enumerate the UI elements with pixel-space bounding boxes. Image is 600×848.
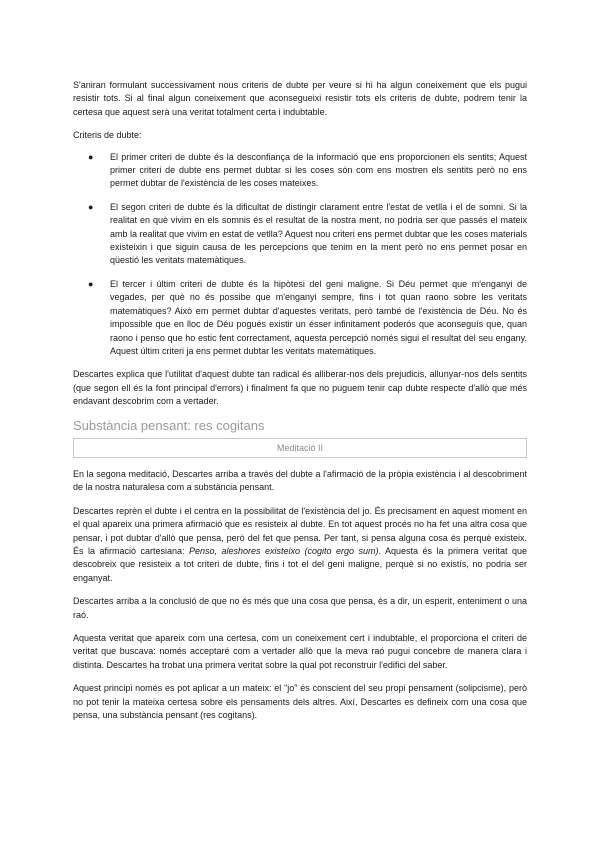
veritat-paragraph: Aquesta veritat que apareix com una certesa, com un coneixement cert i indubtable, el proporciona el criteri de veritat que buscava: només acceptaré com a vertader allò que la meva raó pugui concebre de manera clara i distinta. Descartes ha trobat una primera veritat sobre la qual pot reconstruir l'edifici del saber. (73, 633, 527, 670)
document-body (73, 79, 527, 732)
bullet-icon: ● (88, 201, 94, 212)
intro-paragraph: S'aniran formulant successivament nous criteris de dubte per veure si hi ha algun coneixement que els pugui resistir tots. Si al final algun coneixement que aconsegueixi resistir tots els criteris de dubte, podrem tenir la certesa que aquest serà una veritat totalment certa i indubtable. (73, 80, 527, 117)
criteri-text: El tercer i últim criteri de dubte és la hipòtesi del geni maligne. Si Déu permet que m'enganyi de vegades, per què no és possibe que m'enganyi sempre, fins i tot quan raono sobre les veritats matemàtiques? Això em permet dubtar d'aquestes veritats, però també de l'existència de Déu. No és impossible que en lloc de Déu pogués existir un ésser infinitament poderós que aconseguís que, quan raono i penso que ho estic fent correctament, aquesta percepció només sigui el resultat del seu engany. Aquest últim criteri ja ens permet dubtar les veritats matemàtiques. (110, 278, 527, 356)
bullet-icon: ● (88, 151, 94, 162)
list-item (73, 278, 527, 358)
cogito-paragraph (73, 505, 527, 585)
meditation-box: Meditació II (73, 438, 527, 458)
cogito-quote: Penso, aleshores existeixo (cogito ergo sum) (189, 545, 379, 556)
criteri-text: El primer criteri de dubte és la desconfiança de la informació que ens proporcionen els sentits; Aquest primer criteri de dubte ens permet dubtar si les coses són com ens mostren els sentits però no ens permet dubtar de l'existència de les coses mateixes. (110, 151, 527, 189)
criteris-list (73, 151, 527, 359)
criteri-text: El segon criteri de dubte és la dificultat de distingir clarament entre l'estat de vetlla i el de somni. Si la realitat en què vivim en els somnis és el resultat de la nostra ment, no podria ser que passés el mateix amb la realitat que vivim en estat de vetlla? Aquest nou criteri ens permet dubtar que les coses materials existeixin i que siguin causa de les percepcions que tenim en la ment però no ens permet posar en qüestió les veritats matemàtiques. (110, 201, 527, 266)
bullet-icon: ● (88, 278, 94, 289)
cogito-text-b: . Aquesta és la primera veritat que descobreix que resisteix a tot criteri de dubte, fins i tot el del geni maligne, perquè si no existís, no podria ser enganyat. (73, 545, 528, 583)
criteris-label: Criteris de dubte: (73, 130, 142, 141)
cogito-text-a: Descartes reprèn el dubte i el centra en la possibilitat de l'existència del jo. És precisament en aquest moment en el qual apareix una primera afirmació que es resisteix al dubte. En tot aquest procés no ha fet una altra cosa que pensar, i pot dubtar d'allò que pensa, però del fet que pensa. Per tant, si pensa alguna cosa és perquè existeix. És la afirmació cartesiana: (73, 505, 527, 556)
list-item (73, 151, 527, 191)
descartes-explica-paragraph: Descartes explica que l'utilitat d'aquest dubte tan radical és alliberar-nos dels prejudicis, allunyar-nos dels sentits (que segon ell és la font principal d'errors) i finalment fa que no puguem tenir cap dubte respecte d'allò que més endavant descobrim com a vertader. (73, 369, 527, 407)
section-title: Substància pensant: res cogitans (73, 417, 265, 433)
conclusio-paragraph: Descartes arriba a la conclusió de que no és més que una cosa que pensa, és a dir, un esperit, enteniment o una raó. (73, 596, 527, 620)
list-item (73, 201, 527, 268)
principi-paragraph: Aquest principi només es pot aplicar a un mateix: el "jo" és conscient del seu propi pensament (solipcisme), però no pot tenir la mateixa certesa sobre els pensaments dels altres. Així, Descartes es defineix com una cosa que pensa, una substància pensant (res cogitans). (73, 683, 527, 721)
segona-meditacio-paragraph: En la segona meditació, Descartes arriba a través del dubte a l'afirmació de la pròpia existència i al descobriment de la nostra naturalesa com a substància pensant. (73, 468, 527, 493)
